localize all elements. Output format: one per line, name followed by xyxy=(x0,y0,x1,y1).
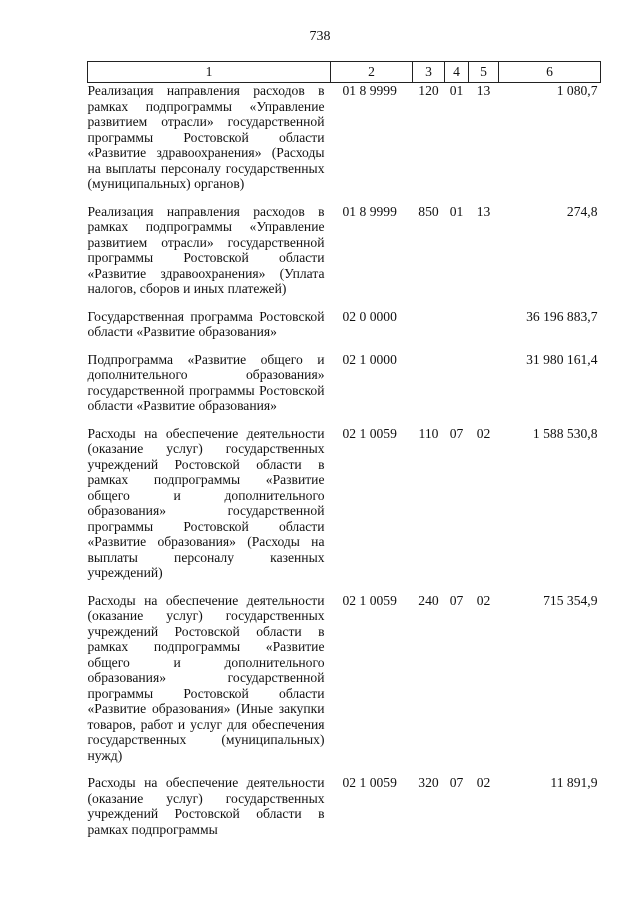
row-section: 07 xyxy=(449,592,464,608)
row-section: 01 xyxy=(449,83,464,98)
row-target-code: 01 8 9999 xyxy=(342,203,397,219)
table-header xyxy=(88,62,601,83)
row-target-code: 02 0 0000 xyxy=(342,308,397,324)
row-description: Расходы на обеспечение деятельности (оказание услуг) государственных учреждений Ростовской области в рамках подпрограммы xyxy=(87,775,325,837)
page-number: 738 xyxy=(309,29,331,44)
row-subsection xyxy=(469,309,499,352)
table-body xyxy=(88,83,601,850)
column-header-5: 5 xyxy=(469,62,499,83)
row-target-code: 02 1 0059 xyxy=(342,425,397,441)
row-expense-type: 850 xyxy=(418,203,439,219)
row-expense-type: 320 xyxy=(418,775,439,790)
row-section: 07 xyxy=(449,425,464,441)
row-section xyxy=(445,352,469,426)
row-amount: 11 891,9 xyxy=(550,775,598,790)
row-target-code: 02 1 0000 xyxy=(342,351,397,367)
row-amount: 31 980 161,4 xyxy=(526,351,598,367)
column-header-4: 4 xyxy=(445,62,469,83)
row-description: Реализация направления расходов в рамках подпрограммы «Управление развитием отрасли» государственной программы Ростовской области «Развитие здравоохранения» (Расходы на выплаты персоналу государственных (муниципальных) органов) xyxy=(87,83,325,191)
row-expense-type: 120 xyxy=(418,83,439,98)
table-row xyxy=(88,83,601,204)
budget-table xyxy=(87,61,601,849)
row-description: Расходы на обеспечение деятельности (оказание услуг) государственных учреждений Ростовской области в рамках подпрограммы «Развитие общего и дополнительного образования» государственной программы Ростовской области «Развитие образования» (Иные закупки товаров, работ и услуг для обеспечения государственных (муниципальных) нужд) xyxy=(87,592,325,763)
row-expense-type: 110 xyxy=(418,425,439,441)
row-subsection: 13 xyxy=(476,203,491,219)
column-header-3: 3 xyxy=(413,62,445,83)
column-header-2: 2 xyxy=(331,62,413,83)
row-section xyxy=(445,309,469,352)
column-header-1: 1 xyxy=(88,62,331,83)
row-description: Подпрограмма «Развитие общего и дополнительного образования» государственной программы Ростовской области «Развитие образования» xyxy=(87,351,325,413)
row-description: Государственная программа Ростовской области «Развитие образования» xyxy=(87,308,325,339)
table-row xyxy=(88,593,601,776)
table-row xyxy=(88,204,601,309)
table-row xyxy=(88,775,601,849)
row-target-code: 02 1 0059 xyxy=(342,592,397,608)
header-row xyxy=(88,62,601,83)
row-expense-type: 240 xyxy=(418,592,439,608)
column-header-6: 6 xyxy=(499,62,601,83)
row-amount: 1 588 530,8 xyxy=(532,425,598,441)
row-amount: 715 354,9 xyxy=(543,592,598,608)
row-subsection: 02 xyxy=(476,425,491,441)
table-row xyxy=(88,426,601,593)
row-subsection xyxy=(469,352,499,426)
row-section: 01 xyxy=(449,203,464,219)
row-target-code: 02 1 0059 xyxy=(342,775,397,790)
row-subsection: 13 xyxy=(476,83,491,98)
row-target-code: 01 8 9999 xyxy=(342,83,397,98)
table-row xyxy=(88,352,601,426)
row-description: Расходы на обеспечение деятельности (оказание услуг) государственных учреждений Ростовской области в рамках подпрограммы «Развитие общего и дополнительного образования» государственной программы Ростовской области «Развитие образования» (Расходы на выплаты персоналу казенных учреждений) xyxy=(87,425,325,580)
row-amount: 274,8 xyxy=(566,203,598,219)
row-amount: 1 080,7 xyxy=(556,83,598,98)
table-row xyxy=(88,309,601,352)
row-section: 07 xyxy=(449,775,464,790)
row-subsection: 02 xyxy=(476,592,491,608)
row-expense-type xyxy=(413,352,445,426)
row-amount: 36 196 883,7 xyxy=(526,308,598,324)
row-subsection: 02 xyxy=(476,775,491,790)
row-expense-type xyxy=(413,309,445,352)
row-description: Реализация направления расходов в рамках подпрограммы «Управление развитием отрасли» государственной программы Ростовской области «Развитие здравоохранения» (Уплата налогов, сборов и иных платежей) xyxy=(87,203,325,296)
